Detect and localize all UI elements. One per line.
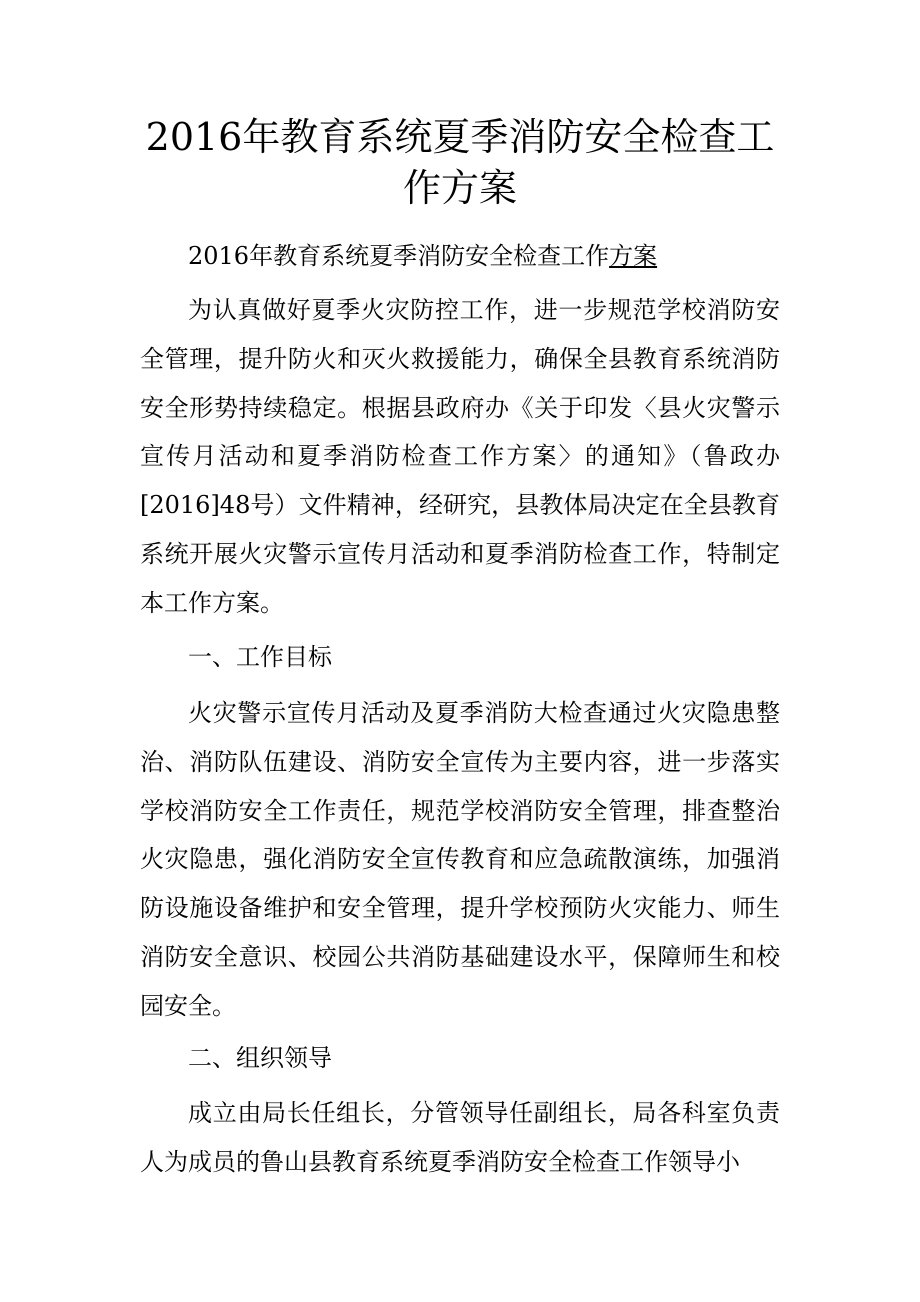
document-subtitle [140,232,780,281]
subtitle-text: 2016年教育系统夏季消防安全检查工作 [188,242,610,270]
document-title: 2016年教育系统夏季消防安全检查工作方案 [145,115,775,210]
section-heading-goals: 一、工作目标 [188,643,332,671]
subtitle-underlined-word: 方案 [609,242,658,270]
goals-paragraph: 火灾警示宣传月活动及夏季消防大检查通过火灾隐患整治、消防队伍建设、消防安全宣传为主要内容，进一步落实学校消防安全工作责任，规范学校消防安全管理，排查整治火灾隐患，强化消防安全宣传教育和应急疏散演练，加强消防设施设备维护和安全管理，提升学校预防火灾能力、师生消防安全意识、校园公共消防基础建设水平，保障师生和校园安全。 [140,699,780,1020]
leadership-paragraph: 成立由局长任组长，分管领导任副组长，局各科室负责人为成员的鲁山县教育系统夏季消防安全检查工作领导小 [140,1099,780,1176]
section-heading-leadership: 二、组织领导 [188,1044,332,1072]
intro-paragraph: 为认真做好夏季火灾防控工作，进一步规范学校消防安全管理，提升防火和灭火救援能力，确保全县教育系统消防安全形势持续稳定。根据县政府办《关于印发〈县火灾警示宣传月活动和夏季消防检查工作方案〉的通知》（鲁政办[2016]48号）文件精神，经研究，县教体局决定在全县教育系统开展火灾警示宣传月活动和夏季消防检查工作，特制定本工作方案。 [140,296,780,617]
